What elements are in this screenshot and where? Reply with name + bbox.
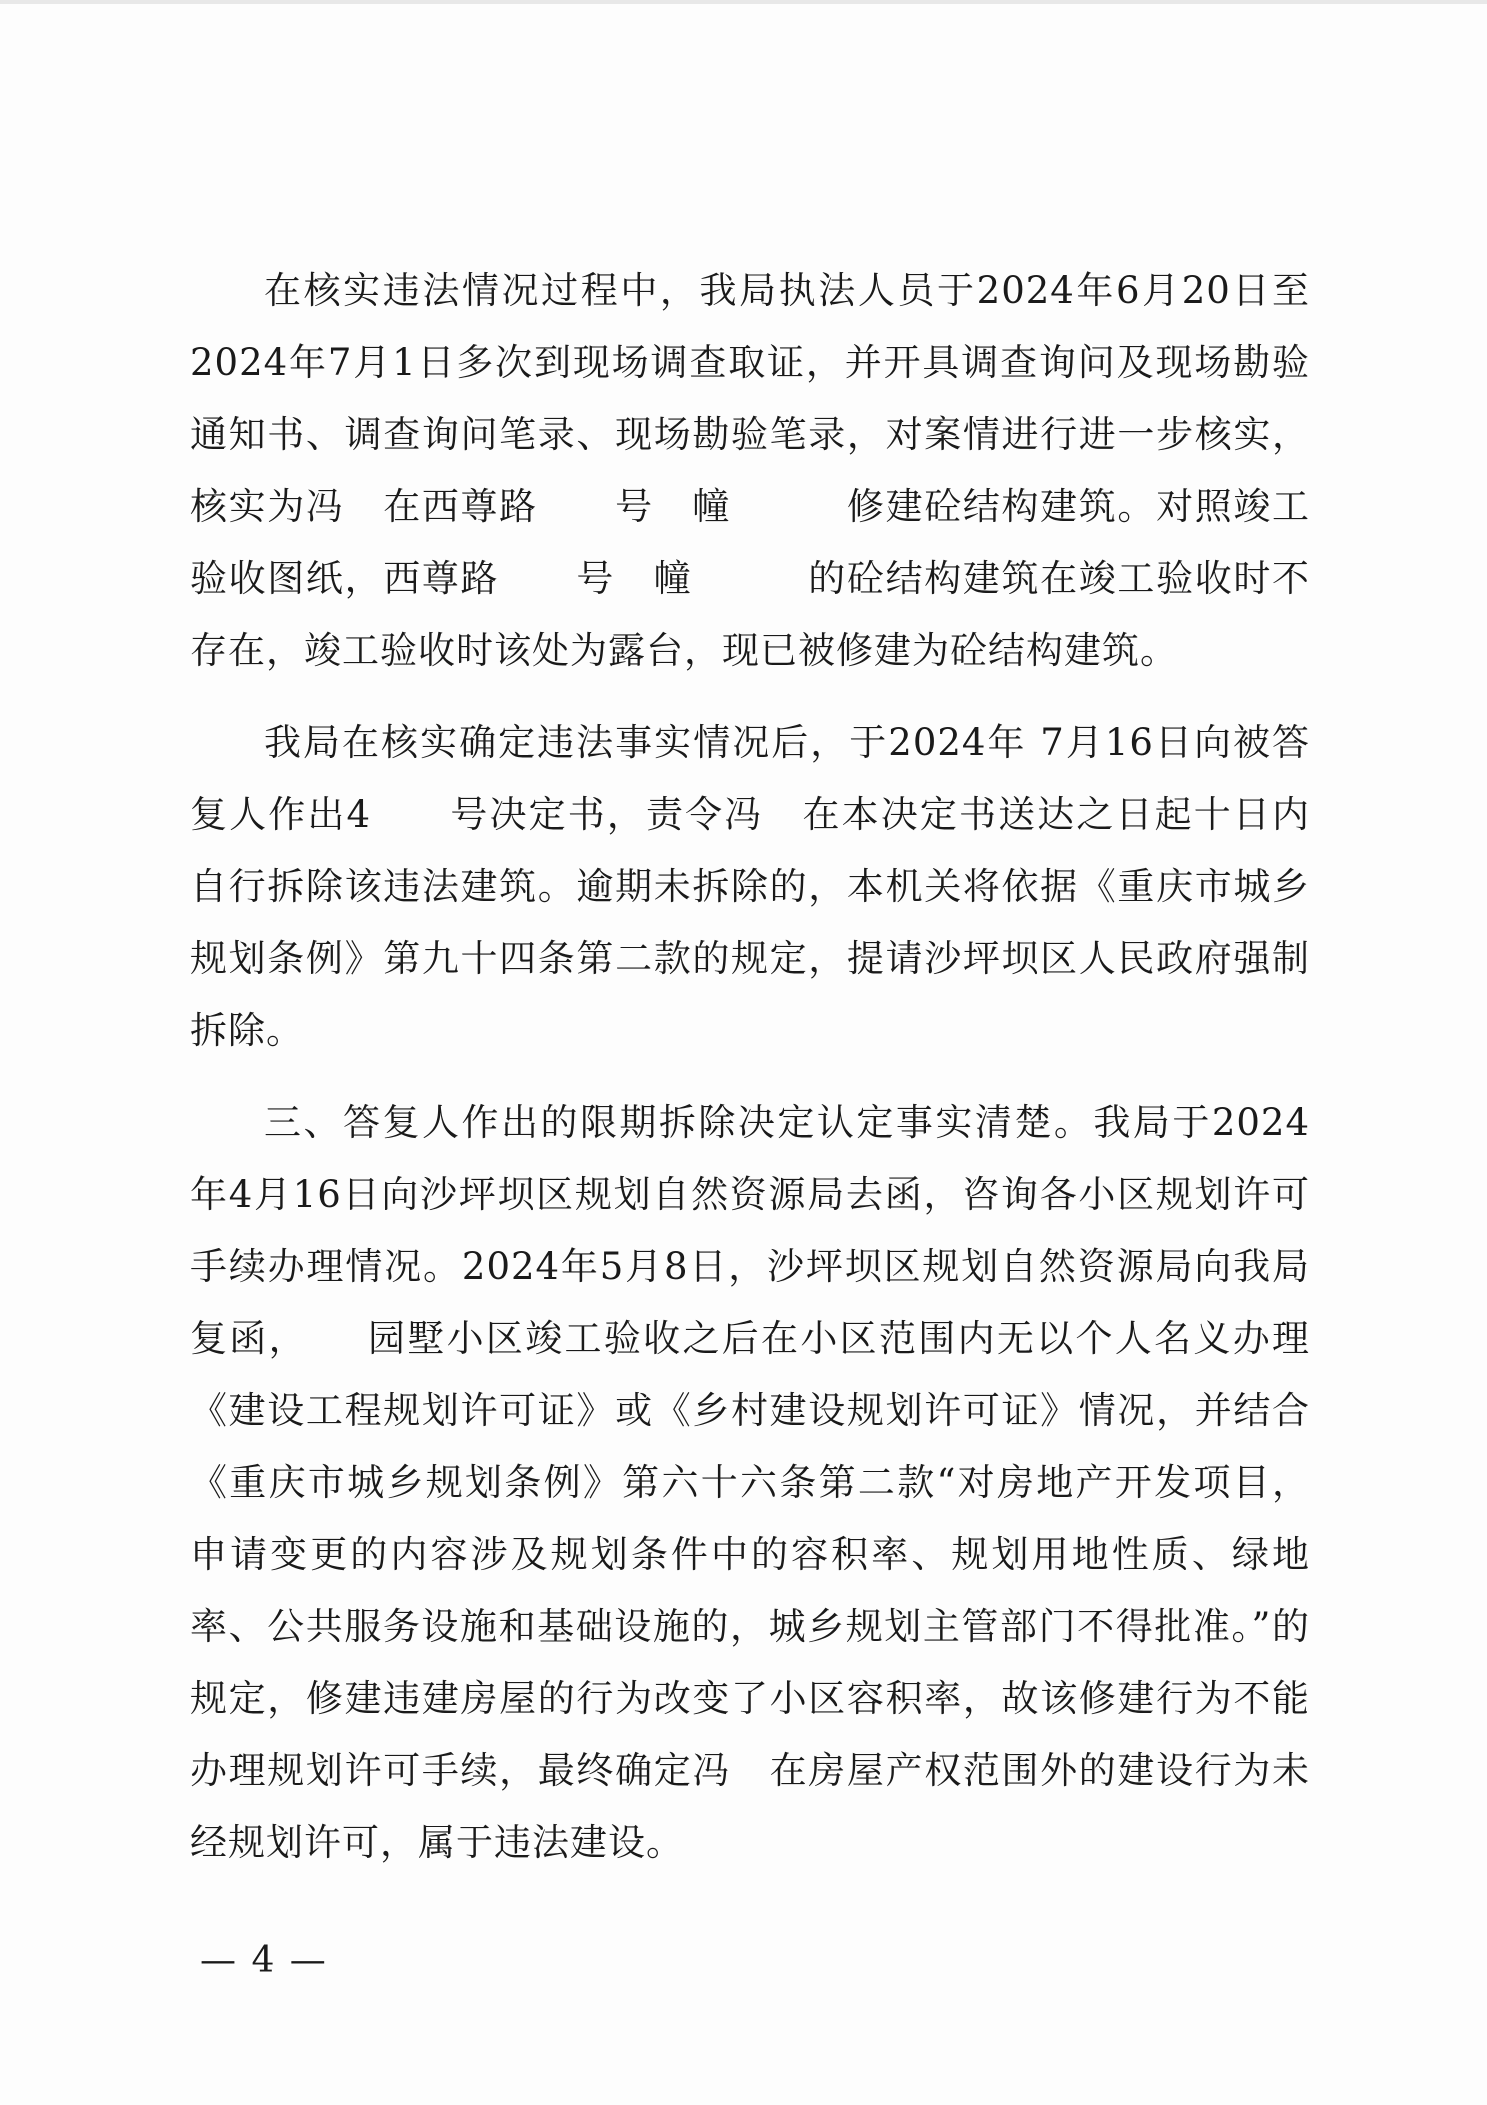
- paragraph-investigation: 在核实违法情况过程中，我局执法人员于2024年6月20日至2024年7月1日多次到现场调查取证，并开具调查询问及现场勘验通知书、调查询问笔录、现场勘验笔录，对案情进行进一步核实，核实为冯 在西尊路 号 幢 修建砼结构建筑。对照竣工验收图纸，西尊路 号 幢 的砼结构建筑在竣工验收时不存在，竣工验收时该处为露台，现已被修建为砼结构建筑。: [190, 269, 1310, 672]
- page-number: — 4 —: [200, 1940, 328, 1981]
- document-body: [190, 255, 1310, 1879]
- paragraph-decision: 我局在核实确定违法事实情况后，于2024年 7月16日向被答复人作出4 号决定书，责令冯 在本决定书送达之日起十日内自行拆除该违法建筑。逾期未拆除的，本机关将依据《重庆市城乡规划条例》第九十四条第二款的规定，提请沙坪坝区人民政府强制拆除。: [190, 721, 1310, 1052]
- paragraph-facts-clear: 三、答复人作出的限期拆除决定认定事实清楚。我局于2024年4月16日向沙坪坝区规划自然资源局去函，咨询各小区规划许可手续办理情况。2024年5月8日，沙坪坝区规划自然资源局向我局复函， 园墅小区竣工验收之后在小区范围内无以个人名义办理《建设工程规划许可证》或《乡村建设规划许可证》情况，并结合《重庆市城乡规划条例》第六十六条第二款“对房地产开发项目，申请变更的内容涉及规划条件中的容积率、规划用地性质、绿地率、公共服务设施和基础设施的，城乡规划主管部门不得批准。”的规定，修建违建房屋的行为改变了小区容积率，故该修建行为不能办理规划许可手续，最终确定冯 在房屋产权范围外的建设行为未经规划许可，属于违法建设。: [190, 1101, 1310, 1864]
- scan-edge: [0, 0, 1487, 4]
